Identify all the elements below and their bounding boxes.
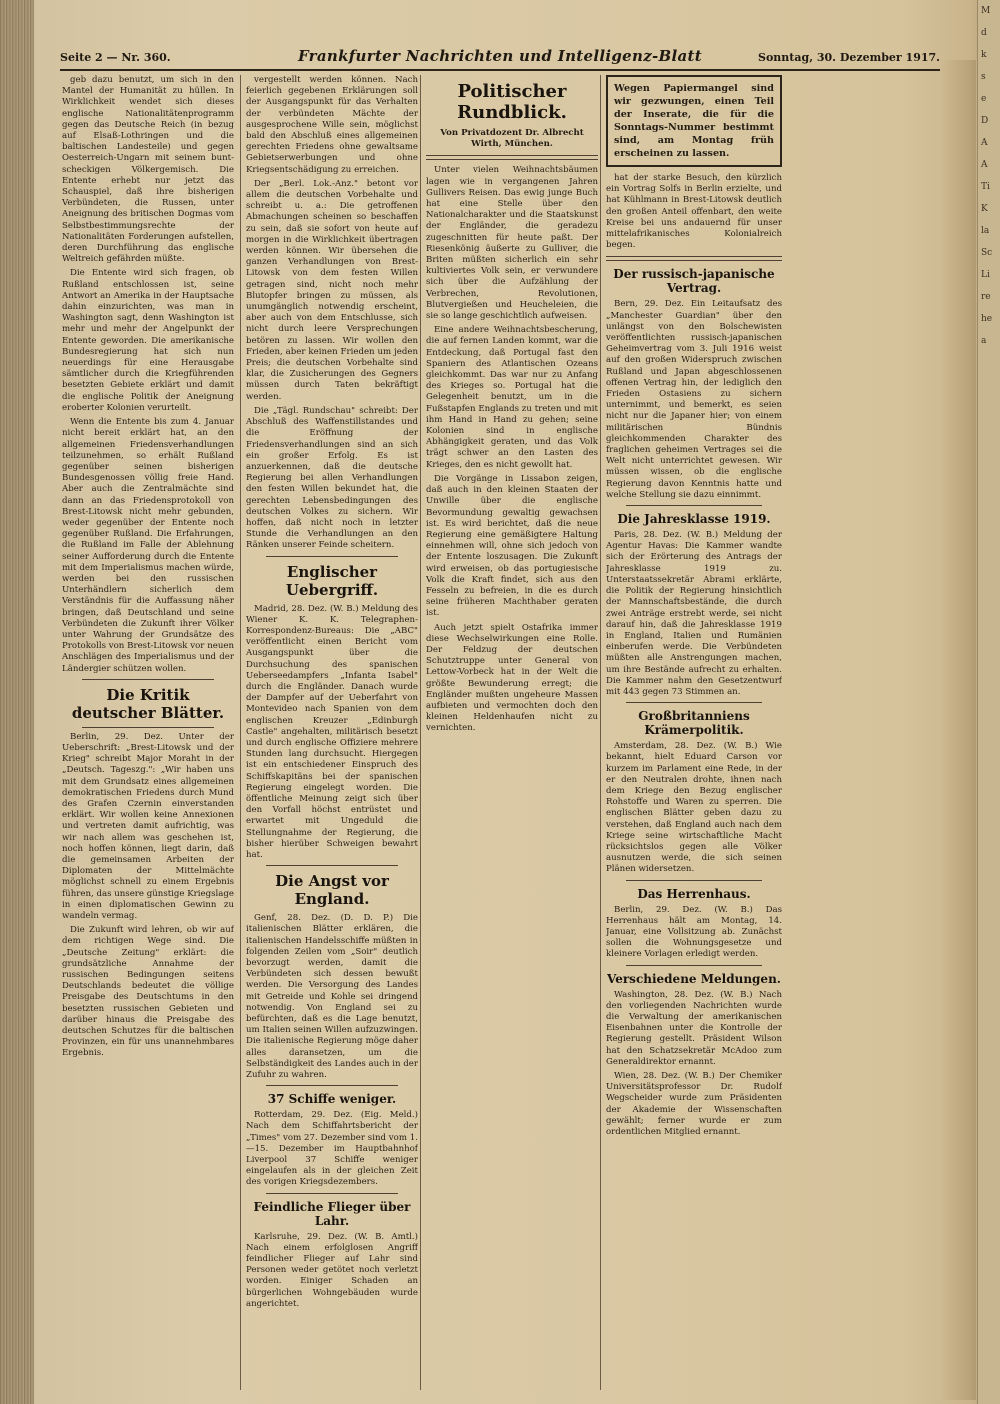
separator [626, 702, 762, 703]
column-1 [62, 75, 234, 1395]
article-paragraph: Amsterdam, 28. Dez. (W. B.) Wie bekannt, hielt Eduard Carson vor kurzem im Parlament eine Rede, in der er den Neutralen drohte, ihnen nach dem Kriege den Bezug englischer Rohstoffe und Waren zu sperren. Die englischen Blätter geben dazu zu verstehen, daß England auch nach dem Kriege seine wirtschaftliche Macht rücksichtslos gegen alle Völker ausnutzen werde, die sich seinen Plänen widersetzen. [606, 741, 782, 875]
article-paragraph: Wenn die Entente bis zum 4. Januar nicht bereit erklärt hat, an den allgemeinen Friedensverhandlungen teilzunehmen, so erhält Rußland gegenüber seinen bisherigen Bundesgenossen völlig freie Hand. Aber auch die Zentralmächte sind dann an das Friedensprotokoll von Brest-Litowsk nicht mehr gebunden, weder gegenüber der Entente noch gegenüber Rußland. Die Erfahrungen, die Rußland im Falle der Ablehnung seiner Aufforderung durch die Entente mit dem Imperialismus machen würde, werden bei den russischen Unterhändlern sicherlich dem Verständnis für die Auffassung näher bringen, daß Deutschland und seine Verbündeten die Zukunft ihrer Völker unter Wahrung der Grundsätze des Protokolls von Brest-Litowsk vor neuen Anschlägen des Imperialismus und der Ländergier schützen wollen. [62, 417, 234, 674]
article-paragraph: Wien, 28. Dez. (W. B.) Der Chemiker Universitätsprofessor Dr. Rudolf Wegscheider wurde zum Präsidenten der Akademie der Wissenschaften gewählt; ferner wurde er zum ordentlichen Mitglied ernannt. [606, 1071, 782, 1138]
article-paragraph: Rotterdam, 29. Dez. (Eig. Meld.) Nach dem Schiffahrtsbericht der „Times" vom 27. Dezember sind vom 1.—15. Dezember im Hauptbahnhof Liverpool 37 Schiffe weniger eingelaufen als in der gleichen Zeit des vorigen Kriegsdezembers. [246, 1110, 418, 1188]
edge-letter: e [981, 94, 987, 104]
article-paragraph: Washington, 28. Dez. (W. B.) Nach den vorliegenden Nachrichten wurde die Verwaltung der amerikanischen Eisenbahnen unter die Kontrolle der Regierung gestellt. Präsident Wilson hat den Schatzsekretär McAdoo zum Generaldirektor ernannt. [606, 989, 782, 1067]
edge-letter: re [981, 292, 991, 302]
edge-letter: Sc [981, 248, 993, 258]
column-2 [246, 75, 418, 1395]
separator [626, 965, 762, 966]
article-paragraph: Genf, 28. Dez. (D. D. P.) Die italienischen Blätter erklären, die italienischen Handelsschiffe müßten in folgenden Zeilen vom „Soir" deutlich bevorzugt werden, damit die Verbündeten sich dessen bewußt werden. Die Versorgung des Landes mit Getreide und Kohle sei dringend notwendig. Von England sei zu befürchten, daß es die Lage benutzt, um Italien seinen Willen aufzuzwingen. Die italienische Regierung möge daher alles daransetzen, um die Selbständigkeit des Landes auch in der Zufuhr zu wahren. [246, 913, 418, 1081]
article-paragraph: Berlin, 29. Dez. (W. B.) Das Herrenhaus hält am Montag, 14. Januar, eine Vollsitzung ab. Zunächst sollen die Wohnungsgesetze und kleinere Vorlagen erledigt werden. [606, 904, 782, 960]
edge-letter: M [981, 6, 991, 16]
column-rule [240, 75, 241, 1390]
headline-uebergriff: Englischer Uebergriff. [285, 562, 379, 599]
edge-letter: he [981, 314, 993, 324]
headline-flieger: Feindliche Flieger über Lahr. [253, 1199, 411, 1228]
headline-kraemerpolitik: Großbritanniens Krämerpolitik. [638, 709, 750, 738]
article-paragraph: Berlin, 29. Dez. Unter der Ueberschrift: „Brest-Litowsk und der Krieg" schreibt Major Moraht in der „Deutsch. Tageszg.": „Wir haben uns mit dem Grundsatz eines allgemeinen demokratischen Friedens durch Mund des Grafen Czernin einverstanden erklärt. Wir wollen keine Annexionen und vertreten damit aufrichtig, was wir nach allem was geschehen ist, noch hoffen können, liegt darin, daß die gemeinsamen Arbeiten der Diplomaten der Mittelmächte möglichst schnell zu einem Ergebnis führen, das unsere günstige Kriegslage in einen diplomatischen Gewinn zu wandeln vermag. [62, 731, 234, 922]
separator [82, 679, 214, 680]
separator [266, 865, 398, 866]
edge-letter: k [981, 50, 987, 60]
article-paragraph: Unter vielen Weihnachtsbäumen lagen wie in vergangenen Jahren Gullivers Reisen. Das ewig junge Buch hat eine Stelle über den Nationalcharakter und die Staatskunst der Engländer, die geradezu zugeschnitten für heute paßt. Der Riesenkönig äußerte zu Gulliver, die Briten müßten sicherlich ein sehr kultiviertes Volk sein, er verwundere sich über die Aufzählung der Verbrechen, Revolutionen, Blutvergießen und Heucheleien, die sie so lange geschichtlich aufweisen. [426, 165, 598, 322]
separator [626, 880, 762, 881]
edge-letter: D [981, 116, 989, 126]
article-paragraph: hat der starke Besuch, den kürzlich ein Vortrag Solfs in Berlin erzielte, und hat Kühlmann in Brest-Litowsk deutlich den großen Anteil offenbart, den weite Kreise bei uns andauernd für unser mittelafrikanisches Kolonialreich begen. [606, 173, 782, 251]
article-paragraph: Paris, 28. Dez. (W. B.) Meldung der Agentur Havas: Die Kammer wandte sich der Erörterung des Antrags der Jahresklasse 1919 zu. Unterstaatssekretär Abrami erklärte, die Politik der Regierung hinsichtlich der Mannschaftsbestände, die durch zwei Anträge erstrebt werde, sei nicht darauf hin, daß die Jahresklasse 1919 in England, Italien und Rumänien einberufen werde. Die Verbündeten müßten alle Anstrengungen machen, um ihre Bestände aufrecht zu erhalten. Die Kammer nahm den Gesetzentwurf mit 443 gegen 73 Stimmen an. [606, 530, 782, 697]
edge-letter: a [981, 336, 987, 346]
headline-vertrag: Der russisch-japanische Vertrag. [613, 267, 775, 296]
separator [606, 256, 782, 261]
article-paragraph: Madrid, 28. Dez. (W. B.) Meldung des Wiener K. K. Telegraphen-Korrespondenz-Bureaus: Die „ABC" veröffentlicht einen Bericht vom Ausgangspunkt über die Durchsuchung des spanischen Ueberseedampfers „Infanta Isabel" durch die Engländer. Danach wurde der Dampfer auf der Ueberfahrt von Montevideo nach Spanien von dem englischen Kreuzer „Edinburgh Castle" angehalten, militärisch besetzt und durch englische Offiziere mehrere Stunden lang durchsucht. Hiergegen ist ein entschiedener Einspruch des Schiffskapitäns bei der spanischen Regierung eingelegt worden. Die öffentliche Meinung zeigt sich über den Vorfall höchst entrüstet und erwartet mit Ungeduld die Stellungnahme der Regierung, die bisher hierüber Schweigen bewahrt hat. [246, 603, 418, 860]
headline-jahresklasse: Die Jahresklasse 1919. [617, 512, 771, 527]
edge-letter: Li [981, 270, 990, 280]
page-fold-shadow [940, 60, 976, 1400]
column-4 [606, 75, 782, 1395]
article-paragraph: geb dazu benutzt, um sich in den Mantel der Humanität zu hüllen. In Wirklichkeit wendet sich dieses englische Nationalitätenprogramm gegen das Deutsche Reich (in bezug auf Elsaß-Lothringen und die baltischen Landesteile) und gegen Oesterreich-Ungarn mit seinem buntscheckigen Völkergemisch. Die Entente erhebt nur jetzt das Schauspiel, daß ihre bisherigen Verbündeten, die Russen, unter Aneignung des britischen Dogmas vom Selbstbestimmungsrechte der Nationalitäten Forderungen aufstellen, deren Durchführung das englische Weltreich gefährden müßte. [62, 75, 234, 265]
headline-angst: Die Angst vor England. [275, 872, 389, 909]
column-3 [426, 75, 598, 1395]
article-paragraph: Bern, 29. Dez. Ein Leitaufsatz des „Manchester Guardian" über den unlängst von den Bolschewisten veröffentlichten russisch-japanischen Geheimvertrag vom 3. Juli 1916 weist auf den großen Widerspruch zwischen Rußland und Japan abgeschlossenen offenen Vertrag hin, der lediglich den Frieden Ostasiens zu sichern unternimmt, und bemerkt, es seien nicht nur die Japaner hier; von einem militärischen Bündnis gleichkommenden Charakter des fraglichen geheimen Vertrages sei die Welt nicht unterrichtet gewesen. Wir müssen wissen, ob die englische Regierung davon Kenntnis hatte und welche Stellung sie dazu einnimmt. [606, 299, 782, 500]
column-rule [600, 75, 601, 1390]
book-binding-edge [0, 0, 34, 1404]
edge-letter: d [981, 28, 987, 38]
article-paragraph: Die Entente wird sich fragen, ob Rußland entschlossen ist, seine Antwort an Amerika in der Hauptsache dahin einzurichten, was man in Washington sagt, denn Washington ist mehr und mehr der Angelpunkt der Entente geworden. Die amerikanische Bundesregierung hat sich nun neuerdings für eine Herausgabe sämtlicher durch die Kriegführenden besetzten Gebiete erklärt und damit die englische Politik der Aneignung eroberter Kolonien verurteilt. [62, 268, 234, 413]
edge-letter: A [981, 138, 988, 148]
headline-kritik: Die Kritik deutscher Blätter. [71, 685, 225, 722]
edge-letter: la [981, 226, 990, 236]
article-paragraph: vergestellt werden können. Nach feierlich gegebenen Erklärungen soll der Ausgangspunkt für das Verhalten der verbündeten Mächte der ausgesprochene Wille sein, möglichst bald den Abschluß eines allgemeinen gerechten Friedens ohne gewaltsame Gebietserwerbungen und ohne Kriegsentschädigung zu erreichen. [246, 75, 418, 175]
article-paragraph: Die „Tägl. Rundschau" schreibt: Der Abschluß des Waffenstillstandes und die Eröffnung der Friedensverhandlungen sind an sich ein großer Erfolg. Es ist anzuerkennen, daß die deutsche Regierung bei allen Verhandlungen den festen Willen bekundet hat, die gerechten Lebensbedingungen des deutschen Volkes zu sichern. Wir hoffen, daß nicht noch in letzter Stunde die Verhandlungen an den Ränken unserer Feinde scheitern. [246, 405, 418, 551]
masthead-title: Frankfurter Nachrichten und Intelligenz-Blatt [297, 47, 703, 65]
edge-letter: K [981, 204, 988, 214]
article-paragraph: Eine andere Weihnachtsbescherung, die auf fernen Landen kommt, war die Entdeckung, daß Portugal fast den Spaniern des Atlantischen Ozeans gleichkommt. Das war nur zu Anfang des Krieges so. Portugal hat die Gelegenheit benutzt, um in die Fußstapfen Englands zu treten und mit ihm Hand in Hand zu gehen; seine Kolonien sind in englische Abhängigkeit geraten, und das Volk trägt schwer an den Lasten des Krieges, den es nicht gewollt hat. [426, 325, 598, 470]
page-header [60, 45, 940, 71]
article-paragraph: Die Vorgänge in Lissabon zeigen, daß auch in den kleinen Staaten der Unwille über die englische Bevormundung gewaltig gewachsen ist. Es wird berichtet, daß die neue Regierung eine gemäßigtere Haltung einnehmen will, ohne sich jedoch von der Entente loszusagen. Die Zukunft wird erweisen, ob das portugiesische Volk die Kraft findet, sich aus den Fesseln zu befreien, in die es durch seine früheren Machthaber geraten ist. [426, 473, 598, 619]
separator [266, 1085, 398, 1086]
separator [626, 505, 762, 506]
headline-schiffe: 37 Schiffe weniger. [267, 1092, 397, 1107]
edge-letter: A [981, 160, 988, 170]
article-paragraph: Auch jetzt spielt Ostafrika immer diese Wechselwirkungen eine Rolle. Der Feldzug der deutschen Schutztruppe unter General von Lettow-Vorbeck hat in der Welt die größte Bewunderung erregt; die Engländer mußten ungeheure Massen aufbieten und vermochten doch den kleinen Heldenhaufen nicht zu vernichten. [426, 622, 598, 734]
issue-date: Sonntag, 30. Dezember 1917. [758, 51, 940, 64]
headline-meldungen: Verschiedene Meldungen. [607, 971, 781, 986]
separator [266, 556, 398, 557]
edge-letter: Ti [981, 182, 990, 192]
separator [266, 1193, 398, 1194]
headline-herrenhaus: Das Herrenhaus. [637, 886, 751, 901]
column-rule [420, 75, 421, 1390]
separator [82, 727, 214, 728]
article-paragraph: Die Zukunft wird lehren, ob wir auf dem richtigen Wege sind. Die „Deutsche Zeitung" erklärt: die grundsätzliche Annahme der russischen Bedingungen seitens Deutschlands bedeutet die völlige Preisgabe des Deutschtums in den besetzten russischen Gebieten und darüber hinaus die Preisgabe des deutschen Schutzes für die baltischen Provinzen, ein für uns unannehmbares Ergebnis. [62, 925, 234, 1059]
author-byline: Von Privatdozent Dr. Albrecht Wirth, München. [440, 128, 584, 150]
headline-rundblick: Politischer Rundblick. [457, 81, 567, 123]
article-paragraph: Karlsruhe, 29. Dez. (W. B. Amtl.) Nach einem erfolglosen Angriff feindlicher Flieger auf Lahr sind Personen weder getötet noch verletzt worden. Einiger Schaden an bürgerlichen Wohngebäuden wurde angerichtet. [246, 1231, 418, 1309]
edge-letter: s [981, 72, 986, 82]
adjacent-page-edge [977, 0, 1000, 1404]
article-paragraph: Der „Berl. Lok.-Anz." betont vor allem die deutschen Vorbehalte und schreibt u. a.: Die getroffenen Abmachungen scheinen so beschaffen zu sein, daß sie sofort von heute auf morgen in die Wirklichkeit übertragen werden können. Wir übersehen die ganzen Verhandlungen von Brest-Litowsk von dem festen Willen getragen sind, nicht noch mehr Blutopfer bringen zu müssen, als unumgänglich notwendig erscheint, aber auch von dem Entschlusse, sich nicht durch leere Versprechungen betören zu lassen. Wir wollen den Frieden, aber keinen Frieden um jeden Preis; die deutschen Vorbehalte sind klar, die Zusicherungen des Gegners müssen durch Taten bekräftigt werden. [246, 178, 418, 402]
separator [426, 155, 598, 160]
page-number: Seite 2 — Nr. 360. [60, 51, 171, 64]
paper-shortage-notice: Wegen Papiermangel sind wir gezwungen, einen Teil der Inserate, die für die Sonntags-Nummer bestimmt sind, am Montag früh erscheinen zu lassen. [606, 75, 782, 167]
